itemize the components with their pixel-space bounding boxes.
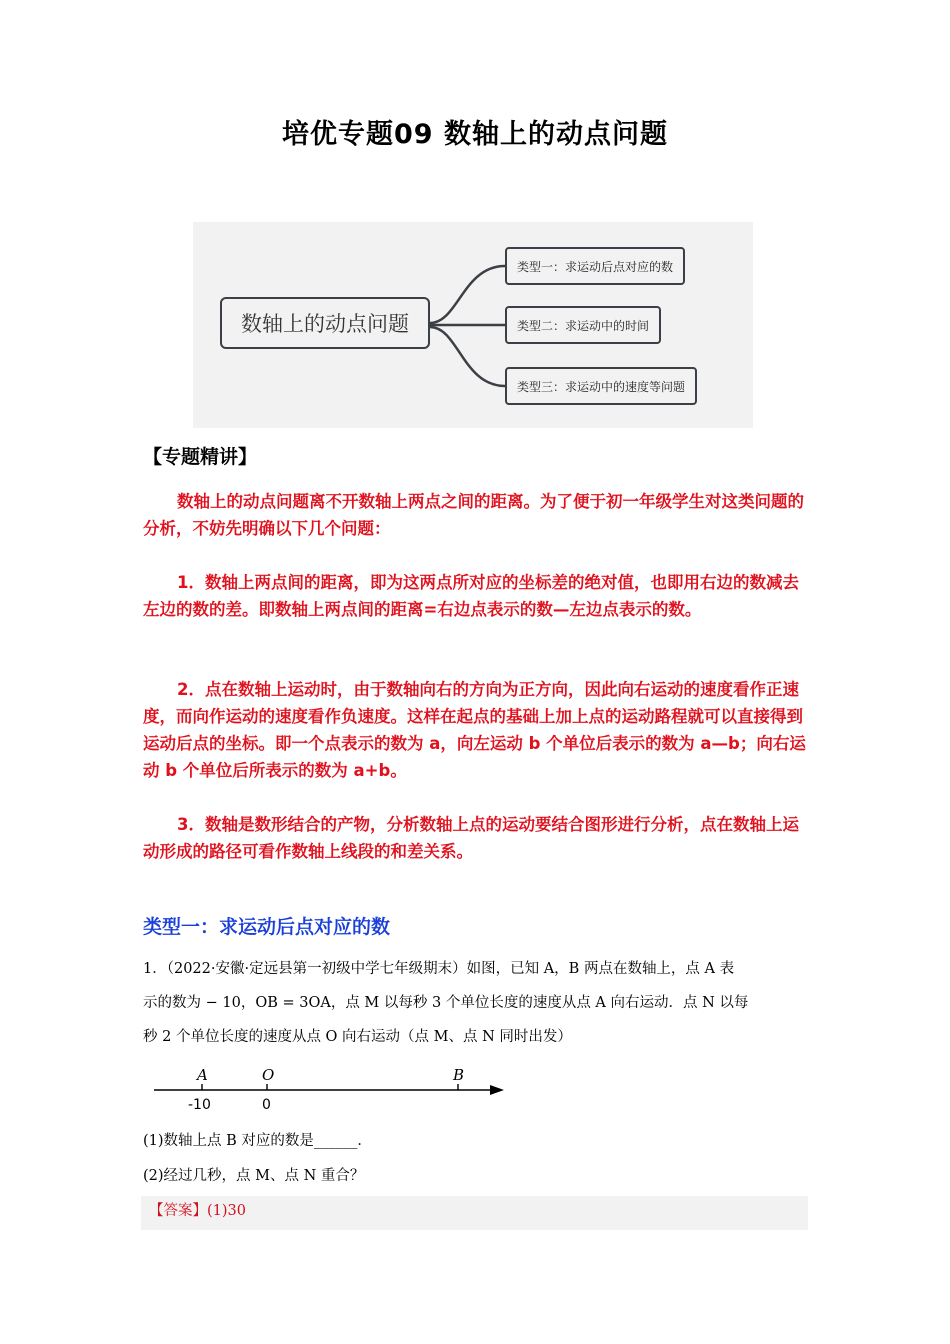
- question-line-1: 1．（2022·安徽·定远县第一初级中学七年级期末）如图，已知 A，B 两点在数轴上，点 A 表: [143, 961, 735, 977]
- value-a: -10: [188, 1097, 211, 1113]
- mind-map-leaf-type1: 类型一：求运动后点对应的数: [505, 247, 685, 285]
- label-o: O: [262, 1066, 275, 1084]
- mind-map: [193, 222, 753, 428]
- lecture-point-2: 2．点在数轴上运动时，由于数轴向右的方向为正方向，因此向右运动的速度看作正速度，而向作运动的速度看作负速度。这样在起点的基础上加上点的运动路程就可以直接得到运动后点的坐标。即一个点表示的数为 a，向左运动 b 个单位后表示的数为 a—b；向右运动 b 个单位后所表示的数为 a+b。: [143, 680, 806, 780]
- question-line-2: 示的数为 − 10，OB = 3OA，点 M 以每秒 3 个单位长度的速度从点 A 向右运动．点 N 以每: [143, 995, 749, 1011]
- lecture-heading: 【专题精讲】: [143, 446, 258, 468]
- lecture-point-3: 3．数轴是数形结合的产物，分析数轴上点的运动要结合图形进行分析，点在数轴上运动形成的路径可看作数轴上线段的和差关系。: [143, 815, 799, 861]
- type1-heading: 类型一：求运动后点对应的数: [143, 916, 391, 938]
- number-line-arrow: [490, 1085, 504, 1095]
- mind-map-leaf-type3: 类型三：求运动中的速度等问题: [505, 367, 697, 405]
- answer-box: [141, 1196, 808, 1230]
- sub-question-2: (2)经过几秒，点 M、点 N 重合？: [143, 1168, 365, 1184]
- sub-question-1: (1)数轴上点 B 对应的数是______．: [143, 1133, 372, 1149]
- page-title: 培优专题09 数轴上的动点问题: [282, 119, 668, 150]
- number-line: [150, 1062, 510, 1114]
- mind-map-root: 数轴上的动点问题: [220, 297, 430, 349]
- question-line-3: 秒 2 个单位长度的速度从点 O 向右运动（点 M、点 N 同时出发）: [143, 1029, 572, 1045]
- label-b: B: [453, 1066, 465, 1084]
- lecture-point-1: 1．数轴上两点间的距离，即为这两点所对应的坐标差的绝对值，也即用右边的数减去左边的数的差。即数轴上两点间的距离=右边点表示的数—左边点表示的数。: [143, 573, 799, 619]
- value-o: 0: [262, 1097, 271, 1113]
- lecture-intro: 数轴上的动点问题离不开数轴上两点之间的距离。为了便于初一年级学生对这类问题的分析，不妨先明确以下几个问题：: [143, 492, 804, 538]
- mind-map-leaf-type2: 类型二：求运动中的时间: [505, 306, 661, 344]
- label-a: A: [197, 1066, 208, 1084]
- answer-text: 【答案】(1)30: [149, 1203, 246, 1219]
